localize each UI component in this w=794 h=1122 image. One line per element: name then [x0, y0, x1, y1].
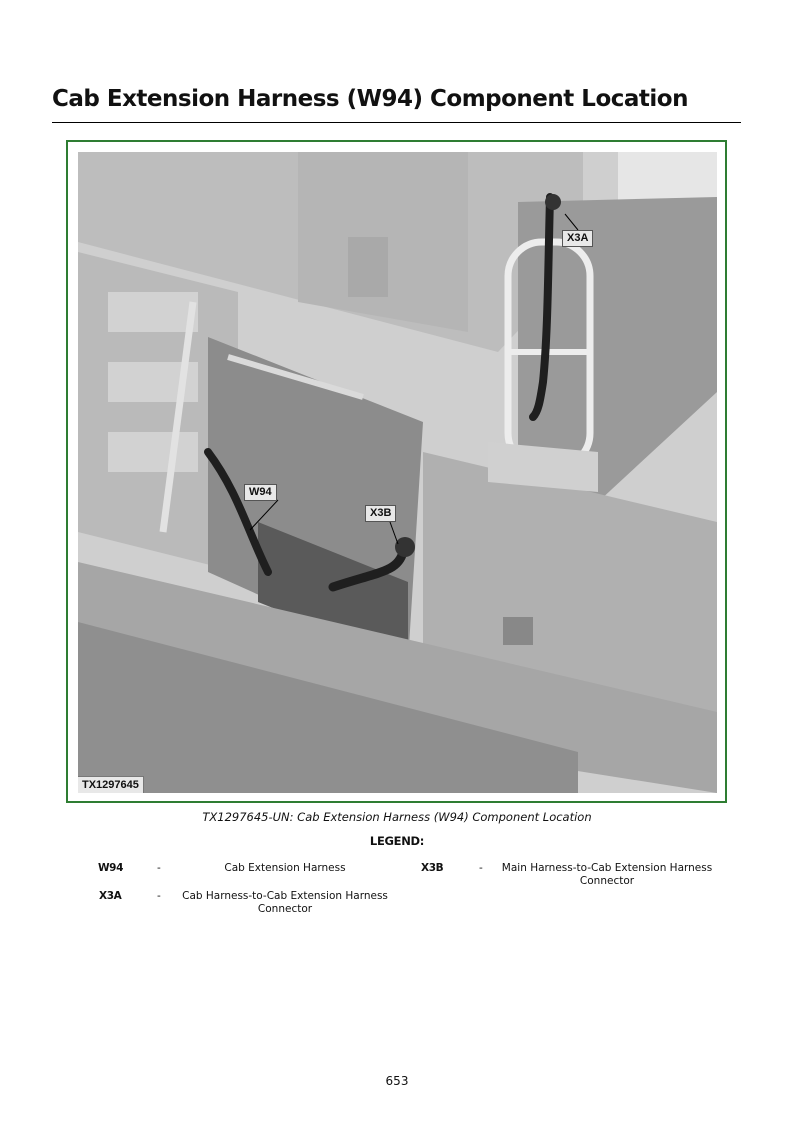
figure-frame: [66, 140, 727, 803]
legend-dash: -: [157, 862, 161, 874]
legend-description: Cab Harness-to-Cab Extension Harness Connector: [182, 890, 388, 915]
connector-x3a-body: [545, 194, 561, 210]
figure-id-label: TX1297645: [78, 776, 144, 793]
machine-drawing: [78, 152, 717, 793]
legend-code: W94: [98, 862, 123, 874]
cab-vent: [348, 237, 388, 297]
step-3: [108, 432, 198, 472]
page-number: 653: [385, 1074, 409, 1088]
panel-switch: [503, 617, 533, 645]
legend-heading: LEGEND:: [369, 834, 425, 848]
title-divider: [52, 122, 741, 123]
legend-dash: -: [479, 862, 483, 874]
legend-description: Main Harness-to-Cab Extension Harness Connector: [501, 862, 713, 887]
legend-code: X3A: [99, 890, 122, 902]
legend-code: X3B: [421, 862, 444, 874]
page-title: Cab Extension Harness (W94) Component Location: [52, 86, 688, 112]
callout-w94: W94: [244, 484, 277, 501]
callout-x3a: X3A: [562, 230, 593, 247]
connector-x3b-body: [395, 537, 415, 557]
legend-description: Cab Extension Harness: [224, 862, 346, 874]
figure-caption: TX1297645-UN: Cab Extension Harness (W94) Component Location: [202, 810, 592, 824]
machine-illustration: [78, 152, 717, 793]
legend-dash: -: [157, 890, 161, 902]
step-1: [108, 292, 198, 332]
callout-x3b: X3B: [365, 505, 396, 522]
